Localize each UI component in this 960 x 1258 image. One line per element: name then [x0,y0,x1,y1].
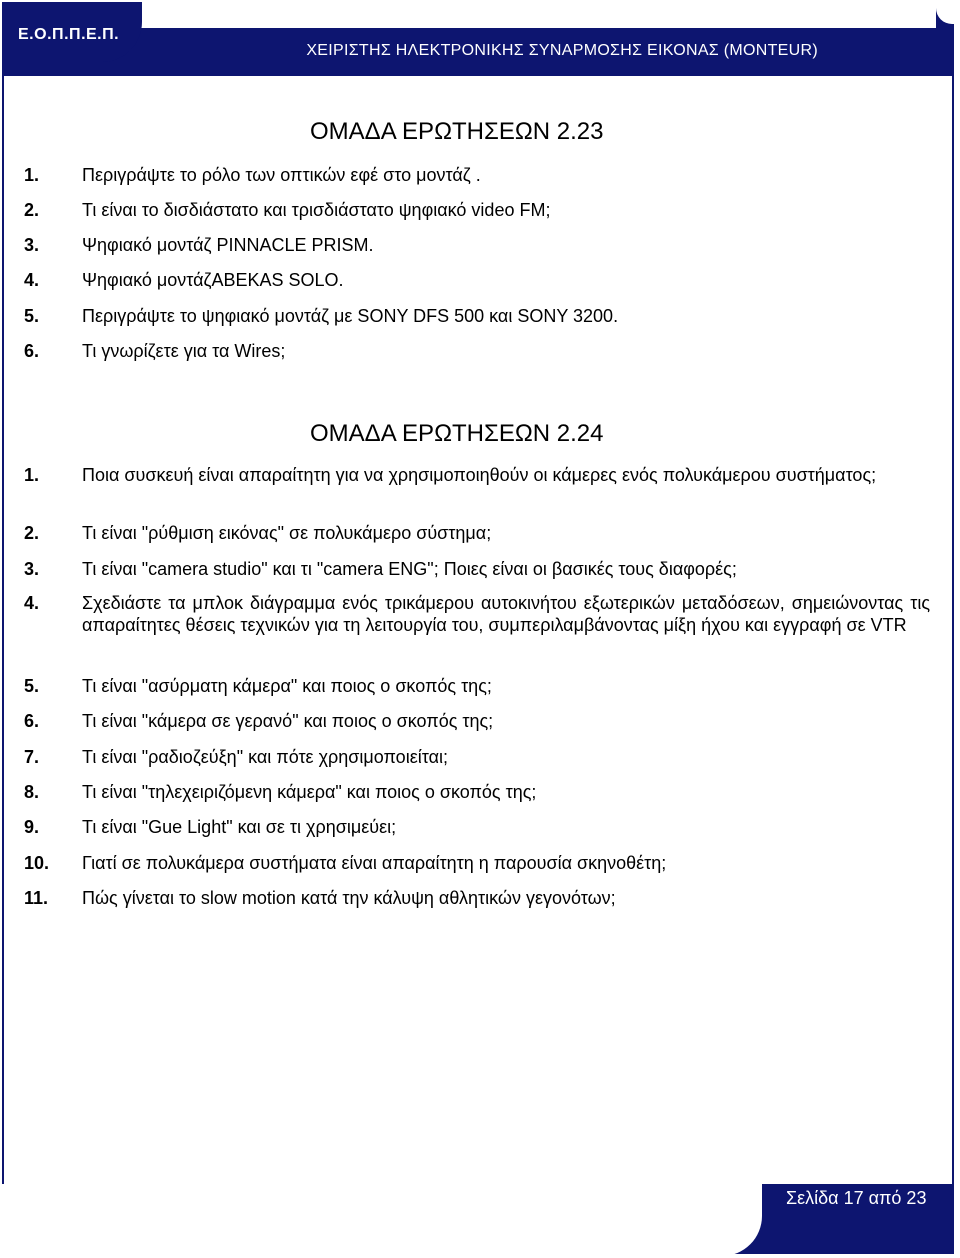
question-number: 4. [24,593,40,613]
question-text: Τι είναι το δισδιάστατο και τρισδιάστατο ψηφιακό video FM; [82,200,551,220]
question-number: 6. [24,341,40,361]
footer-curve [2,1184,762,1256]
question-number: 1. [24,465,40,485]
question-text: Περιγράψτε το ψηφιακό μοντάζ με SONY DFS 500 και SONY 3200. [82,306,619,326]
question-text: Τι είναι "τηλεχειριζόμενη κάμερα" και ποιος ο σκοπός της; [82,782,537,802]
question-text: Τι είναι "κάμερα σε γερανό" και ποιος ο σκοπός της; [82,711,494,731]
organization-name: Ε.Ο.Π.Π.Ε.Π. [18,26,120,43]
question-number: 6. [24,711,40,731]
question-number: 3. [24,235,40,255]
question-text: Τι είναι "ασύρματη κάμερα" και ποιος ο σκοπός της; [82,676,492,696]
question-text: Τι είναι "ραδιοζεύξη" και πότε χρησιμοποιείται; [82,747,448,767]
question-text: Ψηφιακό μοντάζABEKAS SOLO. [82,270,344,290]
question-number: 2. [24,200,40,220]
question-text: Τι είναι "ρύθμιση εικόνας" σε πολυκάμερο σύστημα; [82,523,492,543]
question-number: 8. [24,782,40,802]
header-notch [142,2,936,28]
question-text: Περιγράψτε το ρόλο των οπτικών εφέ στο μοντάζ . [82,165,481,185]
question-number: 7. [24,747,40,767]
question-number: 5. [24,306,40,326]
question-text: Ποια συσκευή είναι απαραίτητη για να χρησιμοποιηθούν οι κάμερες ενός πολυκάμερου συστήματος; [82,465,877,485]
question-text: Τι γνωρίζετε για τα Wires; [82,341,286,361]
question-text: Ψηφιακό μοντάζ PINNACLE PRISM. [82,235,374,255]
question-number: 1. [24,165,40,185]
question-text: Τι είναι "Gue Light" και σε τι χρησιμεύει; [82,817,397,837]
question-number: 4. [24,270,40,290]
page-number: Σελίδα 17 από 23 [786,1188,927,1208]
question-number: 9. [24,817,40,837]
question-text: Τι είναι "camera studio" και τι "camera ENG"; Ποιες είναι οι βασικές τους διαφορές; [82,559,737,579]
question-text: Πώς γίνεται το slow motion κατά την κάλυψη αθλητικών γεγονότων; [82,888,616,908]
question-number: 11. [24,888,49,908]
question-number: 2. [24,523,40,543]
group-title-2-24: ΟΜΑΔΑ ΕΡΩΤΗΣΕΩΝ 2.24 [310,420,604,447]
question-text: Γιατί σε πολυκάμερα συστήματα είναι απαραίτητη η παρουσία σκηνοθέτη; [82,853,667,873]
document-title: ΧΕΙΡΙΣΤΗΣ ΗΛΕΚΤΡΟΝΙΚΗΣ ΣΥΝΑΡΜΟΣΗΣ ΕΙΚΟΝΑΣ (MONTEUR) [306,42,818,59]
group-title-2-23: ΟΜΑΔΑ ΕΡΩΤΗΣΕΩΝ 2.23 [310,118,604,145]
question-number: 5. [24,676,40,696]
question-number: 10. [24,853,50,873]
question-text: Σχεδιάστε τα μπλοκ διάγραμμα ενός τρικάμερου αυτοκινήτου εξωτερικών μεταδόσεων, σημειώνοντας τις απαραίτητες θέσεις τεχνικών για τη λειτουργία του, συμπεριλαμβάνοντας μίξη ήχου και εγγραφή σε VTR [82,593,930,635]
question-number: 3. [24,559,40,579]
